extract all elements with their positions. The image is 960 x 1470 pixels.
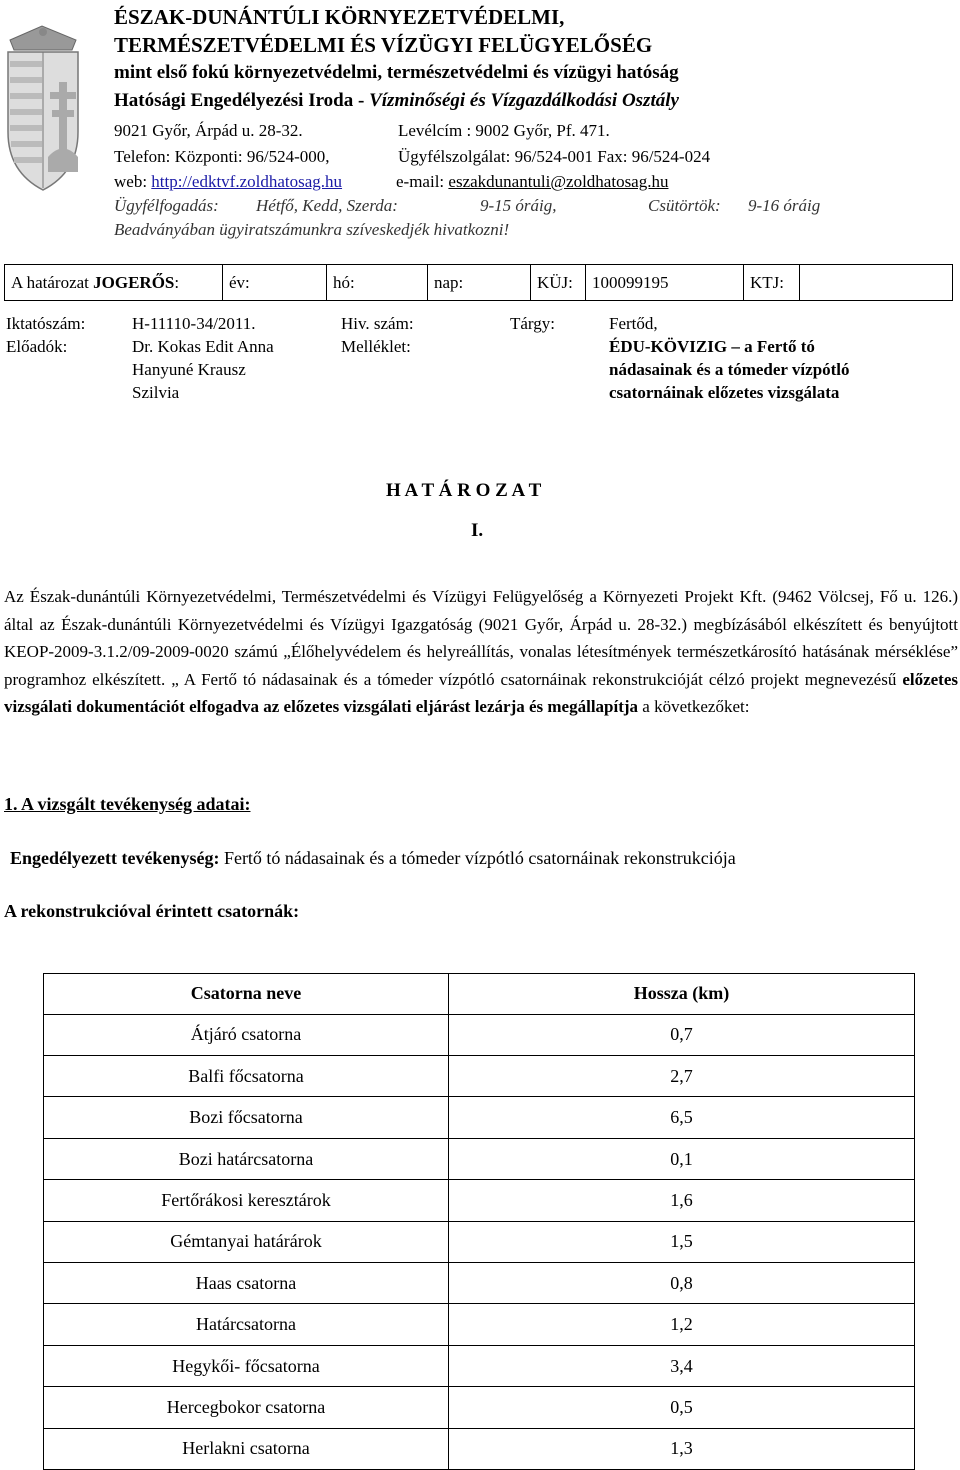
file-number-label: Iktatószám: xyxy=(6,314,86,333)
office-line xyxy=(114,90,679,112)
subject-line-2: ÉDU-KÖVIZIG – a Fertő tó xyxy=(609,337,815,356)
section-heading-1: 1. A vizsgált tevékenység adatai: xyxy=(4,794,251,814)
activity-line xyxy=(10,848,736,869)
channel-length: 0,1 xyxy=(449,1138,915,1179)
activity-label: Engedélyezett tevékenység: xyxy=(10,848,220,868)
channel-length: 0,8 xyxy=(449,1263,915,1304)
office-name: Hatósági Engedélyezési Iroda - xyxy=(114,90,365,111)
web-line xyxy=(114,172,342,192)
decision-paragraph xyxy=(4,583,958,721)
hours-days-1: Hétfő, Kedd, Szerda: xyxy=(256,196,398,215)
department-name: Vízminőségi és Vízgazdálkodási Osztály xyxy=(369,90,679,111)
email-link[interactable]: eszakdunantuli@zoldhatosag.hu xyxy=(448,172,669,191)
web-label: web: xyxy=(114,172,148,191)
channel-name: Átjáró csatorna xyxy=(44,1014,449,1055)
email-label: e-mail: xyxy=(396,172,445,191)
table-header-row xyxy=(44,974,915,1015)
phone-central: Telefon: Központi: 96/524-000, xyxy=(114,147,330,166)
month-cell: hó: xyxy=(327,265,428,300)
paragraph-bold-finding: előzetes vizsgálati dokumentációt elfogadva az előzetes vizsgálati eljárást lezárja és megállapítja xyxy=(4,669,958,716)
finality-colon: : xyxy=(174,272,180,292)
channel-length: 1,6 xyxy=(449,1180,915,1221)
channel-name: Hercegbokor csatorna xyxy=(44,1387,449,1428)
org-name-line2: TERMÉSZETVÉDELMI ÉS VÍZÜGYI FELÜGYELŐSÉG xyxy=(114,33,653,57)
channel-name: Hegykői- főcsatorna xyxy=(44,1345,449,1386)
hours-label: Ügyfélfogadás: xyxy=(114,196,219,215)
channel-length: 0,5 xyxy=(449,1387,915,1428)
ktj-label: KTJ: xyxy=(744,265,800,300)
activity-value: Fertő tó nádasainak és a tómeder vízpótló csatornáinak rekonstrukciója xyxy=(223,848,736,868)
table-row xyxy=(44,1014,915,1055)
subject-line-3: nádasainak és a tómeder vízpótló xyxy=(609,360,850,379)
table-row xyxy=(44,1387,915,1428)
channel-length: 1,3 xyxy=(449,1428,915,1469)
hours-days-2: Csütörtök: xyxy=(648,196,721,215)
table-row xyxy=(44,1097,915,1138)
table-row xyxy=(44,1180,915,1221)
hours-time-1: 9-15 óráig, xyxy=(480,196,557,215)
channel-name: Bozi határcsatorna xyxy=(44,1138,449,1179)
web-link[interactable]: http://edktvf.zoldhatosag.hu xyxy=(151,172,343,191)
table-row xyxy=(44,1056,915,1097)
affected-channels-heading: A rekonstrukcióval érintett csatornák: xyxy=(4,901,300,921)
presenters-label: Előadók: xyxy=(6,337,68,356)
column-header-length: Hossza (km) xyxy=(449,974,915,1015)
org-authority-line: mint első fokú környezetvédelmi, természetvédelmi és vízügyi hatóság xyxy=(114,62,679,83)
subject-line-4: csatornáinak előzetes vizsgálata xyxy=(609,383,840,402)
phone-service: Ügyfélszolgálat: 96/524-001 Fax: 96/524-024 xyxy=(398,147,711,166)
file-number: H-11110-34/2011. xyxy=(132,314,256,333)
table-row xyxy=(44,1221,915,1262)
paragraph-ending: a következőket: xyxy=(642,697,750,716)
reference-notice: Beadványában ügyiratszámunkra szíveskedjék hivatkozni! xyxy=(114,220,510,239)
finality-status-box xyxy=(4,264,953,301)
kuj-value: 100099195 xyxy=(586,265,744,300)
table-row xyxy=(44,1304,915,1345)
decision-numeral: I. xyxy=(471,520,484,541)
table-row xyxy=(44,1345,915,1386)
attachment-label: Melléklet: xyxy=(341,337,411,356)
ktj-value xyxy=(800,265,952,300)
channel-length: 2,7 xyxy=(449,1056,915,1097)
channel-name: Balfi főcsatorna xyxy=(44,1056,449,1097)
decision-title: H A T Á R O Z A T xyxy=(386,480,542,501)
channel-length: 6,5 xyxy=(449,1097,915,1138)
channel-name: Határcsatorna xyxy=(44,1304,449,1345)
presenter-2: Hanyuné Krausz xyxy=(132,360,246,379)
channel-length: 1,2 xyxy=(449,1304,915,1345)
finality-prefix: A határozat xyxy=(11,272,89,292)
finality-label xyxy=(5,265,223,300)
day-cell: nap: xyxy=(428,265,531,300)
channel-length: 1,5 xyxy=(449,1221,915,1262)
channels-table xyxy=(43,973,915,1470)
postal-address: Levélcím : 9002 Győr, Pf. 471. xyxy=(398,121,610,140)
channel-name: Bozi főcsatorna xyxy=(44,1097,449,1138)
subject-line-1: Fertőd, xyxy=(609,314,658,333)
reference-number-label: Hiv. szám: xyxy=(341,314,414,333)
subject-label: Tárgy: xyxy=(510,314,556,333)
table-row xyxy=(44,1428,915,1469)
hours-time-2: 9-16 óráig xyxy=(748,196,821,215)
table-row xyxy=(44,1138,915,1179)
org-name-line1: ÉSZAK-DUNÁNTÚLI KÖRNYEZETVÉDELMI, xyxy=(114,5,565,29)
channel-length: 0,7 xyxy=(449,1014,915,1055)
paragraph-body: Az Észak-dunántúli Környezetvédelmi, Természetvédelmi és Vízügyi Felügyelőség a Környezeti Projekt Kft. (9462 Völcsej, Fő u. 126.) által az Észak-dunántúli Környezetvédelmi és Vízügyi Igazgatóság (9021 Győr, Árpád u. 28-32.) megbízásából elkészített és benyújtott KEOP-2009-3.1.2/09-2009-0020 számú „Élőhelyvédelem és helyreállítás, vonalas létesítmények természetkárosító hatásának mérséklése” programhoz elkészített. „ A Fertő tó nádasainak és a tómeder vízpótló csatornáinak rekonstrukcióját célzó projekt megnevezésű xyxy=(4,587,958,689)
street-address: 9021 Győr, Árpád u. 28-32. xyxy=(114,121,303,140)
year-cell: év: xyxy=(223,265,327,300)
column-header-name: Csatorna neve xyxy=(44,974,449,1015)
kuj-label: KÜJ: xyxy=(531,265,586,300)
channel-length: 3,4 xyxy=(449,1345,915,1386)
email-line xyxy=(396,172,668,192)
table-row xyxy=(44,1263,915,1304)
finality-keyword: JOGERŐS xyxy=(93,272,175,292)
channel-name: Fertőrákosi keresztárok xyxy=(44,1180,449,1221)
channel-name: Haas csatorna xyxy=(44,1263,449,1304)
presenter-1: Dr. Kokas Edit Anna xyxy=(132,337,274,356)
channel-name: Herlakni csatorna xyxy=(44,1428,449,1469)
channel-name: Gémtanyai határárok xyxy=(44,1221,449,1262)
coat-of-arms-logo xyxy=(2,22,84,194)
presenter-3: Szilvia xyxy=(132,383,180,402)
